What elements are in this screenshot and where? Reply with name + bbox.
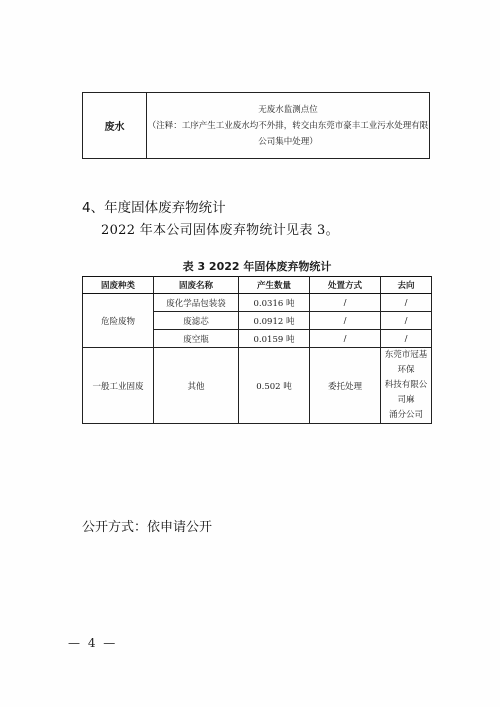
disclosure-label: 公开方式： <box>82 520 148 535</box>
waste-method-cell: 委托处理 <box>310 348 381 424</box>
waste-name-cell: 废空瓶 <box>154 330 239 348</box>
waste-name-cell: 其他 <box>154 348 239 424</box>
general-category-cell: 一般工业固废 <box>83 348 154 424</box>
table-row <box>83 93 430 159</box>
wastewater-description <box>147 93 430 159</box>
header-name: 固废名称 <box>154 277 239 294</box>
table-row <box>83 294 432 312</box>
disclosure-method <box>82 516 212 535</box>
section-heading: 4、年度固体废弃物统计 <box>82 200 226 216</box>
waste-amount-cell: 0.0912 吨 <box>239 312 310 330</box>
wastewater-line-2: （注释：工序产生工业废水均不外排，转交由东莞市豪丰工业污水处理有限 <box>147 120 429 131</box>
waste-amount-cell: 0.0316 吨 <box>239 294 310 312</box>
table-row <box>83 348 432 424</box>
destination-line-2: 科技有限公司麻 <box>384 380 428 405</box>
waste-destination-cell: / <box>381 330 432 348</box>
waste-method-cell: / <box>310 294 381 312</box>
waste-amount-cell: 0.502 吨 <box>239 348 310 424</box>
section-body: 2022 年本公司固体废弃物统计见表 3。 <box>101 223 339 238</box>
waste-method-cell: / <box>310 330 381 348</box>
header-method: 处置方式 <box>310 277 381 294</box>
header-amount: 产生数量 <box>239 277 310 294</box>
wastewater-table <box>82 92 430 159</box>
table-header-row <box>83 277 432 294</box>
header-destination: 去向 <box>381 277 432 294</box>
waste-destination-cell: / <box>381 312 432 330</box>
table-caption: 表 3 2022 年固体废弃物统计 <box>182 260 332 273</box>
wastewater-label: 废水 <box>83 93 147 159</box>
waste-destination-cell <box>381 348 432 424</box>
waste-destination-cell: / <box>381 294 432 312</box>
destination-line-3: 涌分公司 <box>388 410 423 420</box>
wastewater-line-1: 无废水监测点位 <box>258 104 318 115</box>
destination-line-1: 东莞市冠基环保 <box>384 350 428 375</box>
waste-name-cell: 废化学品包装袋 <box>154 294 239 312</box>
hazardous-category-cell: 危险废物 <box>83 294 154 348</box>
solid-waste-table <box>82 276 432 424</box>
waste-name-cell: 废滤芯 <box>154 312 239 330</box>
waste-method-cell: / <box>310 312 381 330</box>
page-number: — 4 — <box>68 636 118 650</box>
header-category: 固废种类 <box>83 277 154 294</box>
wastewater-line-3: 公司集中处理） <box>258 136 318 147</box>
disclosure-value: 依申请公开 <box>147 520 213 535</box>
waste-amount-cell: 0.0159 吨 <box>239 330 310 348</box>
